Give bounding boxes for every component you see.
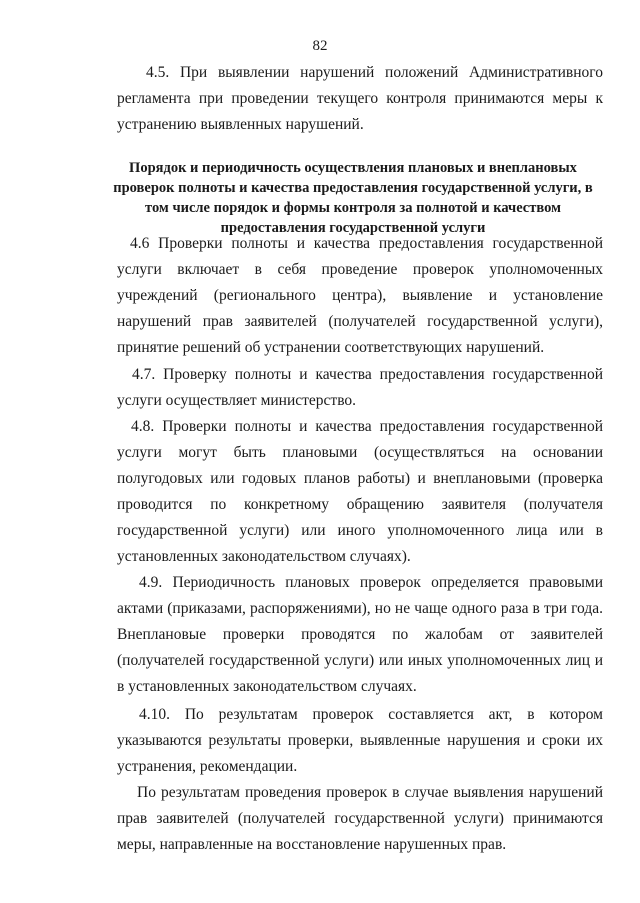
paragraph-4-5: 4.5. При выявлении нарушений положений Административного регламента при проведении текущего контроля принимаются меры к устранению выявленных нарушений. — [117, 64, 603, 133]
paragraph-4-10: 4.10. По результатам проверок составляется акт, в котором указываются результаты проверки, выявленные нарушения и сроки их устранения, рекомендации. — [117, 706, 603, 775]
paragraph-4-8: 4.8. Проверки полноты и качества предоставления государственной услуги могут быть плановыми (осуществляться на основании полугодовых или годовых планов работы) и внеплановыми (проверка проводится по конкретному обращению заявителя (получателя государственной услуги) или иного уполномоченного лица или в установленных законодательством случаях). — [117, 418, 603, 565]
section-heading: Порядок и периодичность осуществления плановых и внеплановых проверок полноты и качества предоставления государственной услуги, в том числе порядок и формы контроля за полнотой и качеством предоставления государственной услуги — [113, 160, 593, 236]
paragraph-closing: По результатам проведения проверок в случае выявления нарушений прав заявителей (получателей государственной услуги) принимаются меры, направленные на восстановление нарушенных прав. — [117, 784, 603, 853]
paragraph-4-6: 4.6 Проверки полноты и качества предоставления государственной услуги включает в себя проведение проверок уполномоченных учреждений (регионального центра), выявление и установление нарушений прав заявителей (получателей государственной услуги), принятие решений об устранении соответствующих нарушений. — [117, 235, 603, 356]
paragraph-4-7: 4.7. Проверку полноты и качества предоставления государственной услуги осуществляет министерство. — [117, 366, 603, 409]
page-number: 82 — [312, 38, 328, 54]
paragraph-4-9: 4.9. Периодичность плановых проверок определяется правовыми актами (приказами, распоряжениями), но не чаще одного раза в три года. Внеплановые проверки проводятся по жалобам от заявителей (получателей государственной услуги) или иных уполномоченных лиц и в установленных законодательством случаях. — [117, 574, 603, 695]
